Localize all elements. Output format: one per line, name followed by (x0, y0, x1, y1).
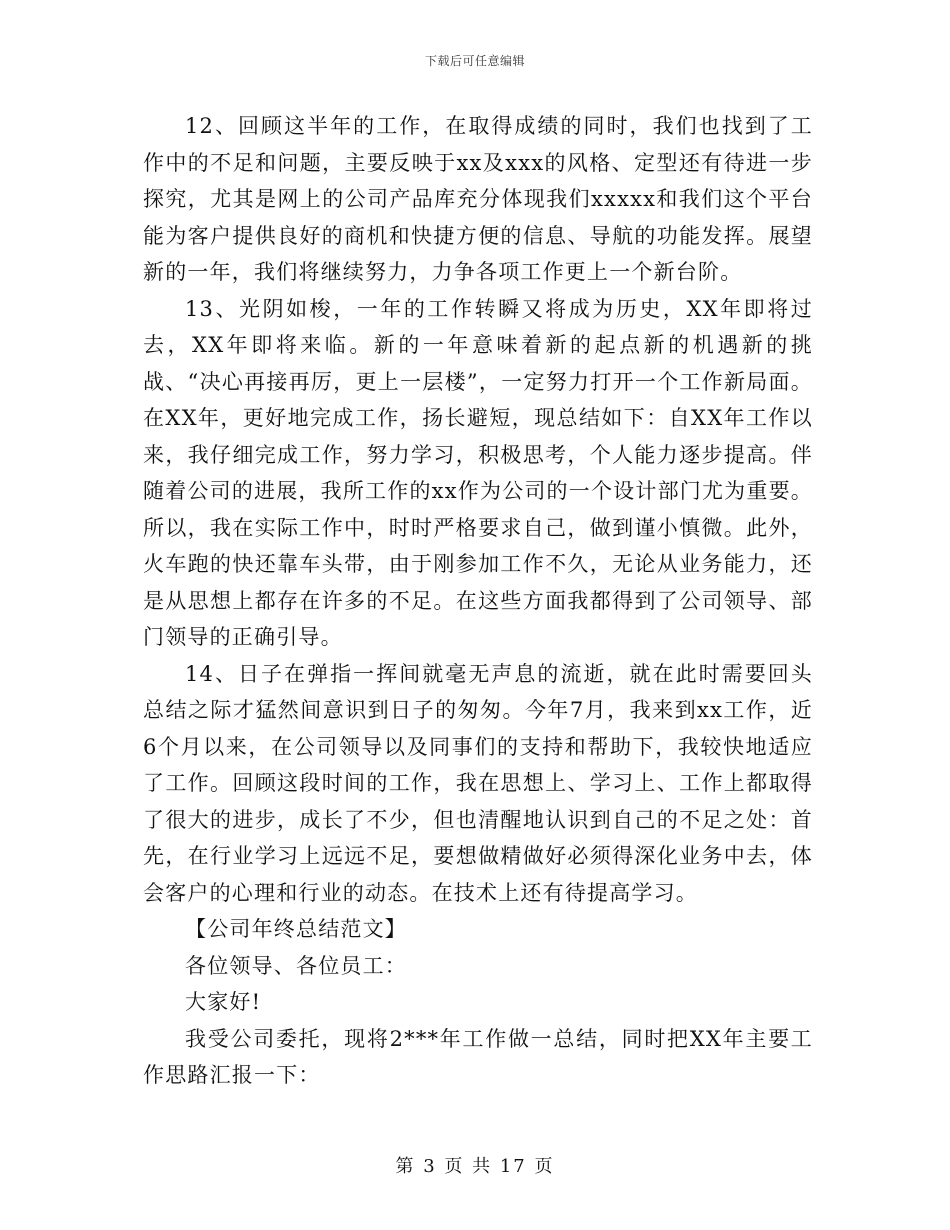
paragraph-12: 12、回顾这半年的工作，在取得成绩的同时，我们也找到了工作中的不足和问题，主要反映于xx及xxx的风格、定型还有待进一步探究，尤其是网上的公司产品库充分体现我们xxxxx和我们这个平台能为客户提供良好的商机和快捷方便的信息、导航的功能发挥。展望新的一年，我们将继续努力，力争各项工作更上一个新台阶。 (143, 114, 813, 284)
salutation: 各位领导、各位员工： (185, 953, 407, 978)
intro-paragraph: 我受公司委托，现将2***年工作做一总结，同时把XX年主要工作思路汇报一下： (143, 1026, 813, 1087)
document-body (143, 108, 813, 1094)
section-title: 【公司年终总结范文】 (185, 917, 407, 941)
page-header: 下载后可任意编辑 (424, 54, 525, 68)
paragraph-14: 14、日子在弹指一挥间就毫无声息的流逝，就在此时需要回头总结之际才猛然间意识到日子的匆匆。今年7月，我来到xx工作，近6个月以来，在公司领导以及同事们的支持和帮助下，我较快地适应了工作。回顾这段时间的工作，我在思想上、学习上、工作上都取得了很大的进步，成长了不少，但也清醒地认识到自己的不足之处：首先，在行业学习上远远不足，要想做精做好必须得深化业务中去，体会客户的心理和行业的动态。在技术上还有待提高学习。 (143, 661, 813, 905)
paragraph-13: 13、光阴如梭，一年的工作转瞬又将成为历史，XX年即将过去，XX年即将来临。新的一年意味着新的起点新的机遇新的挑战、“决心再接再厉，更上一层楼”，一定努力打开一个工作新局面。在XX年，更好地完成工作，扬长避短，现总结如下：自XX年工作以来，我仔细完成工作，努力学习，积极思考，个人能力逐步提高。伴随着公司的进展，我所工作的xx作为公司的一个设计部门尤为重要。所以，我在实际工作中，时时严格要求自己，做到谨小慎微。此外，火车跑的快还靠车头带，由于刚参加工作不久，无论从业务能力，还是从思想上都存在许多的不足。在这些方面我都得到了公司领导、部门领导的正确引导。 (143, 296, 813, 649)
page-number: 第 3 页 共 17 页 (395, 1156, 555, 1177)
greeting: 大家好! (185, 990, 262, 1014)
